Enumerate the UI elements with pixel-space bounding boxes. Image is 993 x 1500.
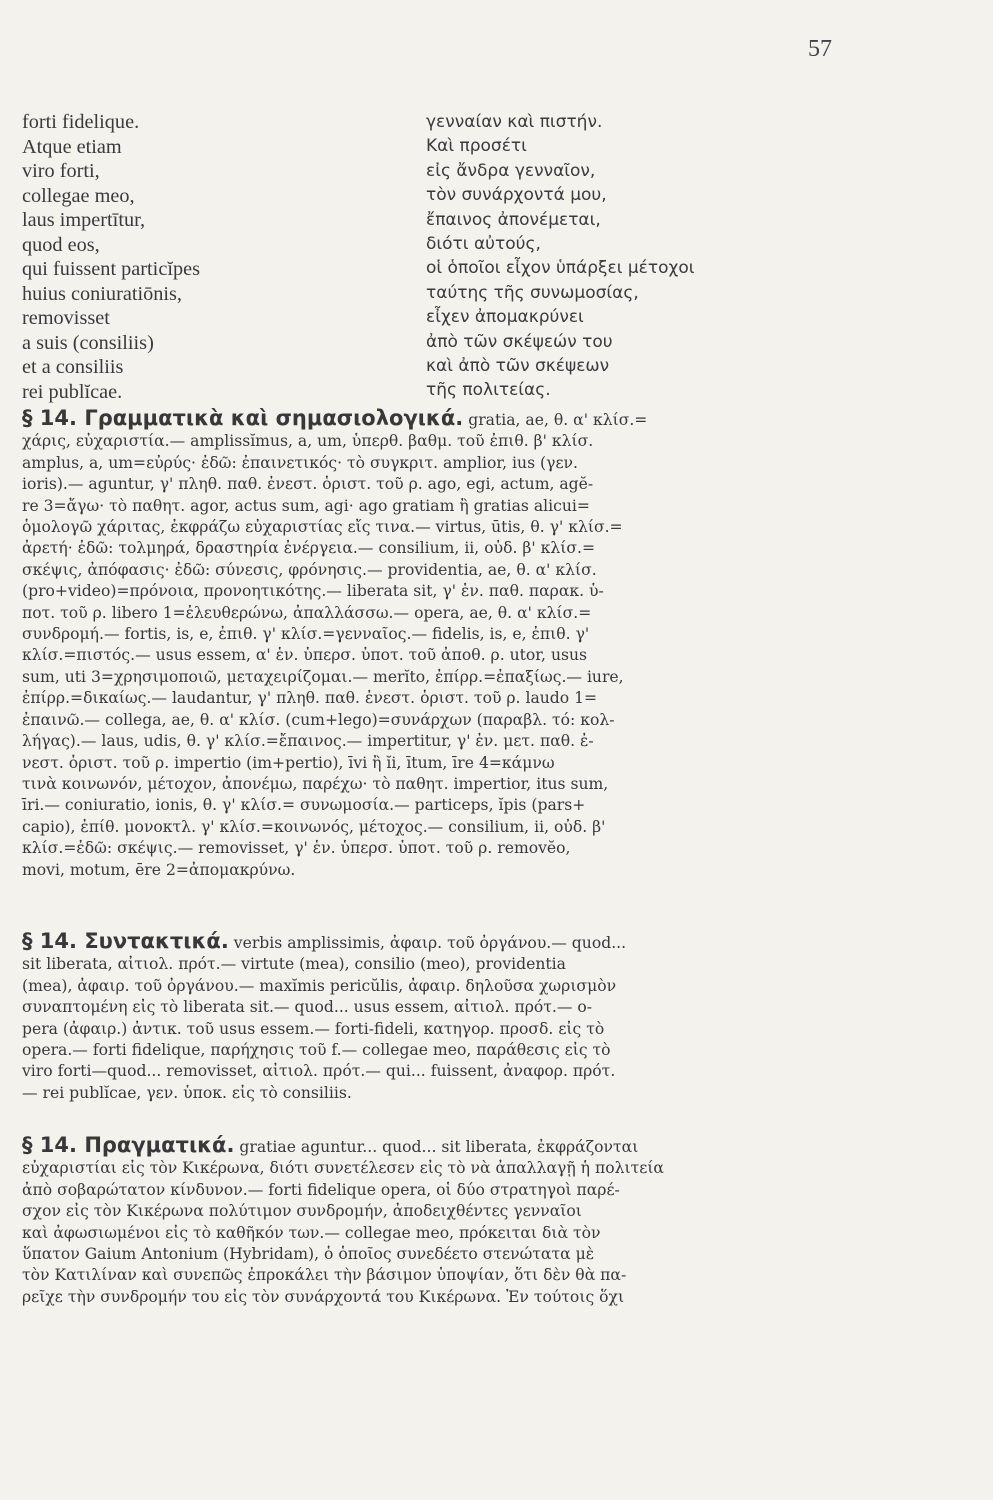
section-line: ὕπατον Gaium Antonium (Hybridam), ὁ ὁποῖος συνεδέετο στενώτατα μὲ [22,1245,595,1264]
greek-line: ἔπαινος ἀπονέμεται, [426,209,601,230]
greek-line: εἶχεν ἀπομακρύνει [426,307,584,328]
section-line: χάρις, εὐχαριστία.— amplissĭmus, a, um, ὑπερθ. βαθμ. τοῦ ἐπιθ. β' κλίσ. [22,432,594,451]
greek-line: οἱ ὁποῖοι εἶχον ὑπάρξει μέτοχοι [426,258,695,279]
page-number: 57 [808,36,832,62]
section-line: viro forti—quod... removisset, αἰτιολ. πρότ.— qui... fuissent, ἀναφορ. πρότ. [22,1062,616,1081]
section-heading: § 14. Πραγματικά. [22,1133,235,1157]
section-heading: § 14. Συντακτικά. [22,929,229,953]
latin-line: removisset [22,307,110,329]
section-line: ἀρετή· ἐδῶ: τολμηρά, δραστηρία ἐνέργεια.— consilium, ii, οὐδ. β' κλίσ.= [22,539,596,558]
section-line: ποτ. τοῦ ρ. libero 1=ἐλευθερώνω, ἀπαλλάσσω.— opera, ae, θ. α' κλίσ.= [22,603,592,622]
section-line: īri.— coniuratio, ionis, θ. γ' κλίσ.= συνωμοσία.— particeps, ĭpis (pars+ [22,796,586,815]
section-line: ἐπαινῶ.— collega, ae, θ. α' κλίσ. (cum+lego)=συνάρχων (παραβλ. τό: κολ- [22,710,615,729]
section-line: σκέψις, ἀπόφασις· ἐδῶ: σύνεσις, φρόνησις.— providentia, ae, θ. α' κλίσ. [22,560,597,579]
section-line: ἀπὸ σοβαρώτατον κίνδυνον.— forti fidelique opera, οἱ δύο στρατηγοὶ παρέ- [22,1180,620,1199]
greek-line: εἰς ἄνδρα γενναῖον, [426,160,596,181]
factual-section [22,1135,972,1308]
section-first-line [22,931,972,954]
section-first-line [22,408,972,431]
section-line: capio), ἐπίθ. μονοκτλ. γ' κλίσ.=κοινωνός, μέτοχος.— consilium, ii, οὐδ. β' [22,817,606,836]
section-line: movi, motum, ēre 2=ἀπομακρύνω. [22,860,296,879]
latin-line: forti fidelique. [22,111,140,133]
section-line: opera.— forti fidelique, παρήχησις τοῦ f.— collegae meo, παράθεσις εἰς τὸ [22,1041,611,1060]
greek-line: τῆς πολιτείας. [426,380,551,401]
section-line: κλίσ.=πιστός.— usus essem, α' ἑν. ὑπερσ. ὑποτ. τοῦ ἀποθ. ρ. utor, usus [22,646,588,665]
greek-line: ταύτης τῆς συνωμοσίας, [426,282,639,303]
latin-text-column [22,110,200,404]
section-line: συνδρομή.— fortis, is, e, ἐπιθ. γ' κλίσ.=γενναῖος.— fidelis, is, e, ἐπιθ. γ' [22,625,590,644]
latin-line: rei publĭcae. [22,380,123,403]
greek-line: καὶ ἀπὸ τῶν σκέψεων [426,356,610,377]
section-line: ρεῖχε τὴν συνδρομήν του εἰς τὸν συνάρχοντά του Κικέρωνα. Ἐν τούτοις ὅχι [22,1287,625,1306]
section-line: — rei publĭcae, γεν. ὑποκ. εἰς τὸ consiliis. [22,1083,352,1102]
section-line: gratia, ae, θ. α' κλίσ.= [468,411,648,429]
section-line: σχον εἰς τὸν Κικέρωνα πολύτιμον συνδρομήν, ἀποδειχθέντες γενναῖοι [22,1202,582,1221]
section-heading: § 14. Γραμματικὰ καὶ σημασιολογικά. [22,406,464,430]
section-line: τινὰ κοινωνόν, μέτοχον, ἀπονέμω, παρέχω· τὸ παθητ. impertior, itus sum, [22,774,609,793]
latin-line: a suis (consiliis) [22,331,154,354]
greek-translation-column [426,110,694,403]
latin-line: huius coniuratiōnis, [22,282,182,305]
section-line: sit liberata, αἰτιολ. πρότ.— virtute (mea), consilio (meo), providentia [22,955,566,974]
section-line: verbis amplissimis, ἀφαιρ. τοῦ ὀργάνου.— quod... [233,934,627,952]
latin-line: viro forti, [22,160,100,182]
section-line: (pro+video)=πρόνοια, προνοητικότης.— liberata sit, γ' ἑν. παθ. παρακ. ὑ- [22,582,604,601]
section-line: καὶ ἀφωσιωμένοι εἰς τὸ καθῆκόν των.— collegae meo, πρόκειται διὰ τὸν [22,1223,601,1242]
section-line: εὐχαριστίαι εἰς τὸν Κικέρωνα, διότι συνετέλεσεν εἰς τὸ νὰ ἀπαλλαγῇ ἡ πολιτεία [22,1159,664,1178]
greek-line: διότι αὐτούς, [426,234,541,255]
latin-line: collegae meo, [22,184,135,207]
latin-line: qui fuissent particĭpes [22,258,200,280]
syntax-section [22,931,972,1104]
section-line: amplus, a, um=εὐρύς· ἐδῶ: ἐπαινετικός· τὸ συγκριτ. amplior, ius (γεν. [22,453,578,472]
section-line: νεστ. ὁριστ. τοῦ ρ. impertio (im+pertio), īvi ἢ ĭi, ītum, īre 4=κάμνω [22,753,555,772]
section-line: ὁμολογῶ χάριτας, ἐκφράζω εὐχαριστίας εἴς τινα.— virtus, ūtis, θ. γ' κλίσ.= [22,518,623,537]
section-line: τὸν Κατιλίναν καὶ συνεπῶς ἐπροκάλει τὴν βάσιμον ὑποψίαν, ὅτι δὲν θὰ πα- [22,1266,627,1285]
section-line: sum, uti 3=χρησιμοποιῶ, μεταχειρίζομαι.— merĭto, ἐπίρρ.=ἐπαξίως.— iure, [22,667,624,686]
section-line: re 3=ἄγω· τὸ παθητ. agor, actus sum, agi· ago gratiam ἢ gratias alicui= [22,496,590,515]
section-first-line [22,1135,972,1158]
greek-line: γενναίαν καὶ πιστήν. [426,112,603,132]
greek-line: τὸν συνάρχοντά μου, [426,185,607,206]
section-line: κλίσ.=ἐδῶ: σκέψις.— removisset, γ' ἑν. ὑπερσ. ὑποτ. τοῦ ρ. removĕo, [22,839,571,858]
latin-line: et a consiliis [22,356,124,378]
section-line: gratiae aguntur... quod... sit liberata, ἐκφράζονται [239,1138,639,1156]
section-line: pera (ἀφαιρ.) ἀντικ. τοῦ usus essem.— forti-fideli, κατηγορ. προσδ. εἰς τὸ [22,1019,605,1038]
section-line: συναπτομένη εἰς τὸ liberata sit.— quod... usus essem, αἰτιολ. πρότ.— o- [22,998,593,1017]
greek-line: Καὶ προσέτι [426,136,527,157]
latin-line: quod eos, [22,233,100,256]
latin-line: Atque etiam [22,135,122,158]
latin-line: laus impertītur, [22,209,146,231]
section-line: λήγας).— laus, udis, θ. γ' κλίσ.=ἔπαινος.— impertitur, γ' ἑν. μετ. παθ. ἐ- [22,732,594,751]
section-line: ioris).— aguntur, γ' πληθ. παθ. ἐνεστ. ὁριστ. τοῦ ρ. ago, egi, actum, agĕ- [22,475,594,494]
greek-line: ἀπὸ τῶν σκέψεών του [426,331,613,352]
section-line: (mea), ἀφαιρ. τοῦ ὀργάνου.— maxĭmis pericŭlis, ἀφαιρ. δηλοῦσα χωρισμὸν [22,976,617,995]
grammar-section [22,408,972,881]
section-line: ἐπίρρ.=δικαίως.— laudantur, γ' πληθ. παθ. ἐνεστ. ὁριστ. τοῦ ρ. laudo 1= [22,689,598,708]
